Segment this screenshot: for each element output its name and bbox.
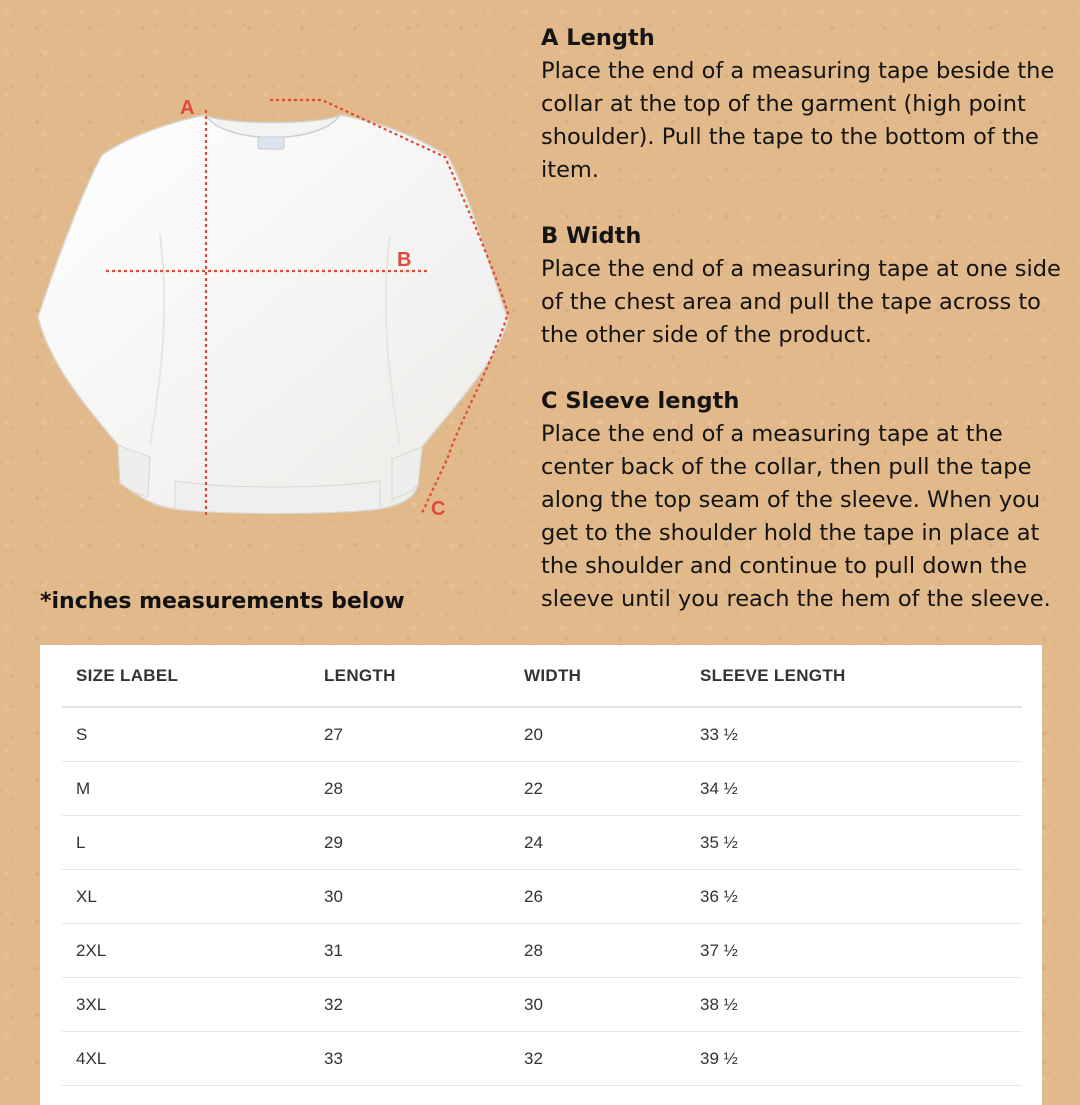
measurement-instructions (541, 22, 1066, 649)
table-row (62, 978, 1022, 1032)
cell-sleeve-length: 33 ½ (686, 707, 1022, 762)
cell-sleeve-length: 36 ½ (686, 870, 1022, 924)
cell-width: 32 (510, 1032, 686, 1086)
cell-size: L (62, 816, 310, 870)
marker-c: C (431, 498, 446, 520)
cell-size: 3XL (62, 978, 310, 1032)
cell-sleeve-length: 35 ½ (686, 816, 1022, 870)
instruction-sleeve-length (541, 385, 1066, 616)
table-header-row (62, 645, 1022, 707)
table-row (62, 707, 1022, 762)
instruction-text: Place the end of a measuring tape at the center back of the collar, then pull the tape along the top seam of the sleeve. When you get to the shoulder hold the tape in place at the shoulder and continue to pull down the sleeve until you reach the hem of the sleeve. (541, 421, 1051, 612)
table-row (62, 816, 1022, 870)
instruction-length (541, 22, 1066, 187)
cell-length: 33 (310, 1032, 510, 1086)
cell-size: XL (62, 870, 310, 924)
sweatshirt-body (38, 115, 508, 513)
instruction-text: Place the end of a measuring tape beside the collar at the top of the garment (high point shoulder). Pull the tape to the bottom of the item. (541, 58, 1055, 183)
table-row (62, 870, 1022, 924)
cell-size: 4XL (62, 1032, 310, 1086)
table-row (62, 924, 1022, 978)
cell-width: 20 (510, 707, 686, 762)
cell-sleeve-length: 39 ½ (686, 1032, 1022, 1086)
cell-length: 31 (310, 924, 510, 978)
cell-sleeve-length: 34 ½ (686, 762, 1022, 816)
cell-length: 27 (310, 707, 510, 762)
header-length: LENGTH (310, 645, 510, 707)
cell-sleeve-length: 37 ½ (686, 924, 1022, 978)
cell-length: 28 (310, 762, 510, 816)
cell-length: 32 (310, 978, 510, 1032)
marker-b: B (397, 249, 412, 271)
instruction-heading: C Sleeve length (541, 388, 740, 414)
cell-width: 30 (510, 978, 686, 1032)
cell-sleeve-length: 38 ½ (686, 978, 1022, 1032)
instruction-heading: A Length (541, 25, 655, 51)
units-note: *inches measurements below (40, 589, 405, 614)
instruction-heading: B Width (541, 223, 642, 249)
cell-size: M (62, 762, 310, 816)
cell-width: 24 (510, 816, 686, 870)
cell-size: S (62, 707, 310, 762)
header-size-label: SIZE LABEL (62, 645, 310, 707)
instruction-width (541, 220, 1066, 352)
table-row (62, 762, 1022, 816)
cell-width: 28 (510, 924, 686, 978)
header-width: WIDTH (510, 645, 686, 707)
instruction-text: Place the end of a measuring tape at one side of the chest area and pull the tape across to the other side of the product. (541, 256, 1061, 348)
size-chart-card (40, 645, 1042, 1105)
collar-tag (258, 137, 284, 149)
marker-a: A (180, 97, 195, 119)
cell-size: 2XL (62, 924, 310, 978)
cell-length: 30 (310, 870, 510, 924)
header-sleeve-length: SLEEVE LENGTH (686, 645, 1022, 707)
sweatshirt-diagram (30, 85, 520, 525)
cell-length: 29 (310, 816, 510, 870)
size-chart-table (62, 645, 1022, 1086)
cell-width: 22 (510, 762, 686, 816)
table-row (62, 1032, 1022, 1086)
cell-width: 26 (510, 870, 686, 924)
